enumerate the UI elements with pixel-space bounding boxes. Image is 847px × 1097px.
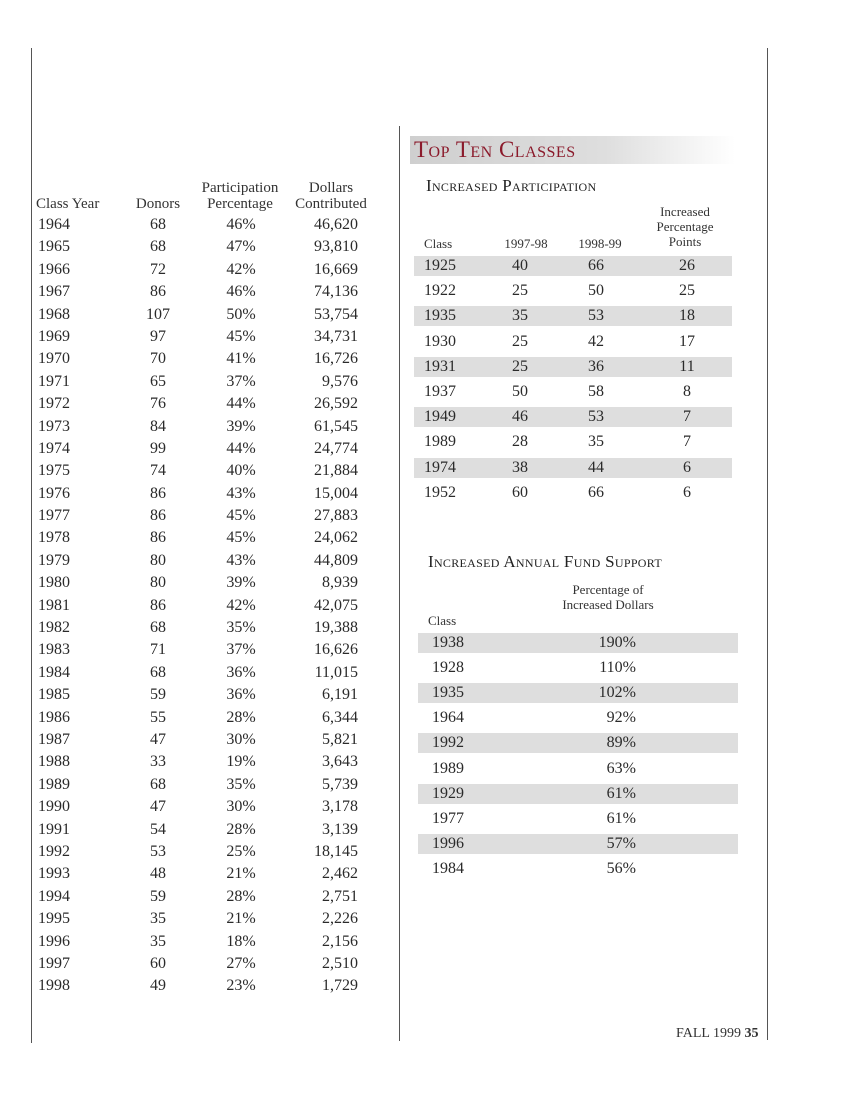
points-cell: 11 bbox=[679, 357, 695, 375]
participation-row bbox=[414, 483, 732, 503]
points-cell: 26 bbox=[679, 257, 695, 274]
class-cell: 1935 bbox=[424, 307, 456, 325]
year-1998-cell: 36 bbox=[588, 357, 604, 375]
class-year-cell: 1985 bbox=[38, 686, 70, 704]
fund-row bbox=[418, 658, 738, 678]
year-1998-cell: 50 bbox=[588, 282, 604, 300]
participation-row bbox=[414, 281, 732, 301]
participation-cell: 39% bbox=[226, 574, 256, 592]
participation-cell: 28% bbox=[226, 708, 256, 726]
header-participation: Participation Percentage bbox=[201, 180, 279, 212]
dollars-cell: 8,939 bbox=[322, 574, 358, 592]
class-year-cell: 1998 bbox=[38, 977, 70, 995]
dollars-cell: 3,139 bbox=[322, 820, 358, 838]
participation-row bbox=[414, 432, 732, 452]
participation-row bbox=[414, 332, 732, 352]
year-1997-cell: 35 bbox=[512, 307, 528, 325]
participation-cell: 39% bbox=[226, 417, 256, 435]
dollars-cell: 3,178 bbox=[322, 798, 358, 816]
year-1997-cell: 60 bbox=[512, 483, 528, 501]
class-year-cell: 1995 bbox=[38, 910, 70, 928]
percentage-cell: 89% bbox=[606, 734, 636, 752]
fund-row bbox=[418, 683, 738, 703]
participation-cell: 47% bbox=[226, 238, 256, 256]
class-cell: 1964 bbox=[432, 709, 464, 727]
participation-cell: 30% bbox=[226, 730, 256, 748]
class-year-cell: 1992 bbox=[38, 842, 70, 860]
participation-cell: 35% bbox=[226, 619, 256, 637]
table-row bbox=[30, 617, 375, 639]
table-row bbox=[30, 819, 375, 841]
donors-cell: 80 bbox=[150, 551, 166, 569]
participation-row bbox=[414, 306, 732, 326]
fund-row bbox=[418, 733, 738, 753]
year-1998-cell: 44 bbox=[588, 458, 604, 476]
class-table-header bbox=[30, 174, 375, 214]
right-margin-rule bbox=[767, 48, 768, 1040]
donors-cell: 35 bbox=[150, 910, 166, 928]
table-row bbox=[30, 662, 375, 684]
class-cell: 1984 bbox=[432, 859, 464, 877]
participation-cell: 36% bbox=[226, 663, 256, 681]
table-row bbox=[30, 393, 375, 415]
table-row bbox=[30, 281, 375, 303]
dollars-cell: 6,344 bbox=[322, 708, 358, 726]
donors-cell: 54 bbox=[150, 820, 166, 838]
year-1998-cell: 66 bbox=[588, 483, 604, 501]
dollars-cell: 74,136 bbox=[314, 283, 358, 301]
participation-header-points: Increased Percentage Points bbox=[656, 204, 714, 249]
year-1997-cell: 28 bbox=[512, 433, 528, 451]
dollars-cell: 42,075 bbox=[314, 596, 358, 614]
class-year-cell: 1990 bbox=[38, 798, 70, 816]
percentage-cell: 63% bbox=[606, 759, 636, 777]
year-1997-cell: 38 bbox=[512, 458, 528, 476]
participation-cell: 25% bbox=[226, 842, 256, 860]
table-row bbox=[30, 527, 375, 549]
table-row bbox=[30, 438, 375, 460]
top-ten-title: Top Ten Classes bbox=[414, 137, 576, 162]
table-row bbox=[30, 236, 375, 258]
donors-cell: 35 bbox=[150, 932, 166, 950]
percentage-cell: 56% bbox=[606, 859, 636, 877]
class-year-cell: 1997 bbox=[38, 954, 70, 972]
percentage-cell: 110% bbox=[599, 659, 636, 677]
fund-row bbox=[418, 859, 738, 879]
dollars-cell: 44,809 bbox=[314, 551, 358, 569]
participation-cell: 46% bbox=[226, 216, 256, 233]
fund-row bbox=[418, 809, 738, 829]
class-year-cell: 1976 bbox=[38, 484, 70, 502]
dollars-cell: 15,004 bbox=[314, 484, 358, 502]
class-cell: 1928 bbox=[432, 659, 464, 677]
table-row bbox=[30, 483, 375, 505]
participation-cell: 36% bbox=[226, 686, 256, 704]
class-year-cell: 1966 bbox=[38, 260, 70, 278]
dollars-cell: 2,156 bbox=[322, 932, 358, 950]
points-cell: 8 bbox=[683, 383, 691, 400]
header-dollars: Dollars Contributed bbox=[295, 180, 367, 212]
dollars-cell: 2,510 bbox=[322, 954, 358, 972]
percentage-cell: 190% bbox=[598, 634, 636, 651]
donors-cell: 47 bbox=[150, 798, 166, 816]
class-year-cell: 1977 bbox=[38, 507, 70, 525]
participation-cell: 30% bbox=[226, 798, 256, 816]
dollars-cell: 93,810 bbox=[314, 238, 358, 256]
participation-header-class: Class bbox=[424, 236, 453, 251]
class-year-cell: 1980 bbox=[38, 574, 70, 592]
dollars-cell: 3,643 bbox=[322, 753, 358, 771]
participation-cell: 19% bbox=[226, 753, 256, 771]
table-row bbox=[30, 505, 375, 527]
class-year-cell: 1967 bbox=[38, 283, 70, 301]
points-cell: 7 bbox=[683, 433, 691, 451]
participation-cell: 18% bbox=[226, 932, 256, 950]
dollars-cell: 34,731 bbox=[314, 327, 358, 345]
donors-cell: 60 bbox=[150, 954, 166, 972]
percentage-cell: 61% bbox=[606, 809, 636, 827]
class-cell: 1930 bbox=[424, 332, 456, 350]
donors-cell: 86 bbox=[150, 507, 166, 525]
class-year-cell: 1971 bbox=[38, 372, 70, 390]
class-year-cell: 1987 bbox=[38, 730, 70, 748]
class-cell: 1952 bbox=[424, 483, 456, 501]
participation-cell: 37% bbox=[226, 372, 256, 390]
participation-row bbox=[414, 256, 732, 276]
donors-cell: 68 bbox=[150, 775, 166, 793]
dollars-cell: 24,774 bbox=[314, 439, 358, 457]
dollars-cell: 21,884 bbox=[314, 462, 358, 480]
class-year-cell: 1968 bbox=[38, 305, 70, 323]
dollars-cell: 16,726 bbox=[314, 350, 358, 368]
participation-cell: 21% bbox=[226, 910, 256, 928]
class-cell: 1938 bbox=[432, 634, 464, 651]
class-year-cell: 1974 bbox=[38, 439, 70, 457]
class-year-cell: 1969 bbox=[38, 327, 70, 345]
dollars-cell: 11,015 bbox=[314, 663, 358, 681]
year-1997-cell: 40 bbox=[512, 257, 528, 274]
participation-cell: 40% bbox=[226, 462, 256, 480]
year-1998-cell: 35 bbox=[588, 433, 604, 451]
donors-cell: 53 bbox=[150, 842, 166, 860]
page-number: 35 bbox=[744, 1026, 759, 1041]
class-giving-table bbox=[30, 174, 375, 998]
participation-cell: 41% bbox=[226, 350, 256, 368]
table-row bbox=[30, 707, 375, 729]
year-1998-cell: 53 bbox=[588, 408, 604, 426]
table-row bbox=[30, 326, 375, 348]
donors-cell: 47 bbox=[150, 730, 166, 748]
class-cell: 1937 bbox=[424, 383, 456, 400]
dollars-cell: 26,592 bbox=[314, 395, 358, 413]
year-1997-cell: 25 bbox=[512, 332, 528, 350]
donors-cell: 59 bbox=[150, 686, 166, 704]
participation-cell: 35% bbox=[226, 775, 256, 793]
class-year-cell: 1973 bbox=[38, 417, 70, 435]
table-row bbox=[30, 550, 375, 572]
class-cell: 1949 bbox=[424, 408, 456, 426]
fund-row bbox=[418, 708, 738, 728]
page-footer bbox=[676, 1026, 758, 1042]
donors-cell: 65 bbox=[150, 372, 166, 390]
donors-cell: 49 bbox=[150, 977, 166, 995]
participation-cell: 50% bbox=[226, 305, 256, 323]
dollars-cell: 2,751 bbox=[322, 887, 358, 905]
participation-cell: 45% bbox=[226, 529, 256, 547]
fund-header-percentage: Percentage of Increased Dollars bbox=[562, 582, 654, 612]
dollars-cell: 9,576 bbox=[322, 372, 358, 390]
class-table-body bbox=[30, 214, 375, 998]
class-year-cell: 1964 bbox=[38, 216, 70, 233]
donors-cell: 86 bbox=[150, 596, 166, 614]
class-cell: 1929 bbox=[432, 784, 464, 802]
table-row bbox=[30, 841, 375, 863]
participation-cell: 46% bbox=[226, 283, 256, 301]
table-row bbox=[30, 460, 375, 482]
class-year-cell: 1965 bbox=[38, 238, 70, 256]
class-cell: 1935 bbox=[432, 684, 464, 702]
class-year-cell: 1975 bbox=[38, 462, 70, 480]
participation-cell: 42% bbox=[226, 260, 256, 278]
table-row bbox=[30, 416, 375, 438]
participation-cell: 45% bbox=[226, 507, 256, 525]
points-cell: 18 bbox=[679, 307, 695, 325]
percentage-cell: 61% bbox=[606, 784, 636, 802]
table-row bbox=[30, 975, 375, 997]
class-cell: 1989 bbox=[424, 433, 456, 451]
table-row bbox=[30, 684, 375, 706]
participation-cell: 45% bbox=[226, 327, 256, 345]
table-row bbox=[30, 886, 375, 908]
donors-cell: 55 bbox=[150, 708, 166, 726]
table-row bbox=[30, 751, 375, 773]
year-1998-cell: 66 bbox=[588, 257, 604, 274]
class-year-cell: 1979 bbox=[38, 551, 70, 569]
participation-row bbox=[414, 357, 732, 377]
donors-cell: 72 bbox=[150, 260, 166, 278]
participation-header-1997: 1997-98 bbox=[504, 236, 548, 251]
participation-cell: 43% bbox=[226, 551, 256, 569]
table-row bbox=[30, 348, 375, 370]
table-row bbox=[30, 304, 375, 326]
class-year-cell: 1993 bbox=[38, 865, 70, 883]
participation-cell: 28% bbox=[226, 887, 256, 905]
year-1998-cell: 42 bbox=[588, 332, 604, 350]
participation-cell: 42% bbox=[226, 596, 256, 614]
dollars-cell: 2,226 bbox=[322, 910, 358, 928]
table-row bbox=[30, 796, 375, 818]
donors-cell: 84 bbox=[150, 417, 166, 435]
class-cell: 1989 bbox=[432, 759, 464, 777]
class-cell: 1996 bbox=[432, 834, 464, 852]
class-year-cell: 1989 bbox=[38, 775, 70, 793]
donors-cell: 107 bbox=[146, 305, 170, 323]
donors-cell: 74 bbox=[150, 462, 166, 480]
dollars-cell: 46,620 bbox=[314, 216, 358, 233]
dollars-cell: 19,388 bbox=[314, 619, 358, 637]
table-row bbox=[30, 729, 375, 751]
dollars-cell: 53,754 bbox=[314, 305, 358, 323]
dollars-cell: 1,729 bbox=[322, 977, 358, 995]
dollars-cell: 18,145 bbox=[314, 842, 358, 860]
participation-cell: 37% bbox=[226, 641, 256, 659]
participation-cell: 21% bbox=[226, 865, 256, 883]
points-cell: 6 bbox=[683, 483, 691, 501]
dollars-cell: 5,739 bbox=[322, 775, 358, 793]
donors-cell: 86 bbox=[150, 529, 166, 547]
fund-header-class: Class bbox=[428, 613, 457, 628]
year-1998-cell: 58 bbox=[588, 383, 604, 400]
table-row bbox=[30, 953, 375, 975]
increased-fund-support-title: Increased Annual Fund Support bbox=[428, 552, 662, 571]
class-cell: 1931 bbox=[424, 357, 456, 375]
class-year-cell: 1988 bbox=[38, 753, 70, 771]
dollars-cell: 16,626 bbox=[314, 641, 358, 659]
class-year-cell: 1994 bbox=[38, 887, 70, 905]
dollars-cell: 16,669 bbox=[314, 260, 358, 278]
donors-cell: 71 bbox=[150, 641, 166, 659]
table-row bbox=[30, 371, 375, 393]
class-year-cell: 1984 bbox=[38, 663, 70, 681]
year-1997-cell: 25 bbox=[512, 282, 528, 300]
participation-row bbox=[414, 407, 732, 427]
donors-cell: 68 bbox=[150, 663, 166, 681]
class-year-cell: 1983 bbox=[38, 641, 70, 659]
percentage-cell: 102% bbox=[598, 684, 636, 702]
donors-cell: 68 bbox=[150, 619, 166, 637]
dollars-cell: 2,462 bbox=[322, 865, 358, 883]
top-ten-title-bar bbox=[410, 136, 735, 164]
points-cell: 25 bbox=[679, 282, 695, 300]
participation-header-1998: 1998-99 bbox=[578, 236, 622, 251]
table-row bbox=[30, 572, 375, 594]
class-year-cell: 1970 bbox=[38, 350, 70, 368]
table-row bbox=[30, 774, 375, 796]
donors-cell: 70 bbox=[150, 350, 166, 368]
fund-row bbox=[418, 784, 738, 804]
participation-row bbox=[414, 458, 732, 478]
donors-cell: 59 bbox=[150, 887, 166, 905]
participation-cell: 44% bbox=[226, 439, 256, 457]
table-row bbox=[30, 908, 375, 930]
class-year-cell: 1986 bbox=[38, 708, 70, 726]
dollars-cell: 61,545 bbox=[314, 417, 358, 435]
table-row bbox=[30, 214, 375, 236]
class-cell: 1925 bbox=[424, 257, 456, 274]
table-row bbox=[30, 595, 375, 617]
donors-cell: 68 bbox=[150, 216, 166, 233]
participation-row bbox=[414, 382, 732, 402]
donors-cell: 80 bbox=[150, 574, 166, 592]
table-row bbox=[30, 863, 375, 885]
dollars-cell: 5,821 bbox=[322, 730, 358, 748]
class-year-cell: 1972 bbox=[38, 395, 70, 413]
table-row bbox=[30, 931, 375, 953]
increased-participation-title: Increased Participation bbox=[426, 176, 597, 195]
participation-cell: 27% bbox=[226, 954, 256, 972]
dollars-cell: 24,062 bbox=[314, 529, 358, 547]
donors-cell: 76 bbox=[150, 395, 166, 413]
donors-cell: 33 bbox=[150, 753, 166, 771]
class-cell: 1922 bbox=[424, 282, 456, 300]
donors-cell: 48 bbox=[150, 865, 166, 883]
table-row bbox=[30, 639, 375, 661]
issue-label: FALL 1999 bbox=[676, 1026, 741, 1041]
percentage-cell: 92% bbox=[606, 709, 636, 727]
participation-cell: 23% bbox=[226, 977, 256, 995]
points-cell: 6 bbox=[683, 458, 691, 476]
table-row bbox=[30, 259, 375, 281]
donors-cell: 68 bbox=[150, 238, 166, 256]
participation-cell: 28% bbox=[226, 820, 256, 838]
participation-cell: 44% bbox=[226, 395, 256, 413]
header-class-year: Class Year bbox=[36, 196, 100, 212]
class-year-cell: 1978 bbox=[38, 529, 70, 547]
class-year-cell: 1981 bbox=[38, 596, 70, 614]
dollars-cell: 27,883 bbox=[314, 507, 358, 525]
class-cell: 1974 bbox=[424, 458, 456, 476]
class-year-cell: 1991 bbox=[38, 820, 70, 838]
class-cell: 1992 bbox=[432, 734, 464, 752]
class-year-cell: 1982 bbox=[38, 619, 70, 637]
fund-row bbox=[418, 834, 738, 854]
year-1997-cell: 50 bbox=[512, 383, 528, 400]
dollars-cell: 6,191 bbox=[322, 686, 358, 704]
percentage-cell: 57% bbox=[606, 834, 636, 852]
points-cell: 17 bbox=[679, 332, 695, 350]
year-1997-cell: 25 bbox=[512, 357, 528, 375]
year-1998-cell: 53 bbox=[588, 307, 604, 325]
donors-cell: 99 bbox=[150, 439, 166, 457]
center-divider-rule bbox=[399, 126, 400, 1041]
class-year-cell: 1996 bbox=[38, 932, 70, 950]
participation-cell: 43% bbox=[226, 484, 256, 502]
donors-cell: 86 bbox=[150, 484, 166, 502]
fund-row bbox=[418, 759, 738, 779]
year-1997-cell: 46 bbox=[512, 408, 528, 426]
header-donors: Donors bbox=[135, 196, 181, 212]
points-cell: 7 bbox=[683, 408, 691, 426]
class-cell: 1977 bbox=[432, 809, 464, 827]
fund-row bbox=[418, 633, 738, 653]
donors-cell: 86 bbox=[150, 283, 166, 301]
donors-cell: 97 bbox=[150, 327, 166, 345]
